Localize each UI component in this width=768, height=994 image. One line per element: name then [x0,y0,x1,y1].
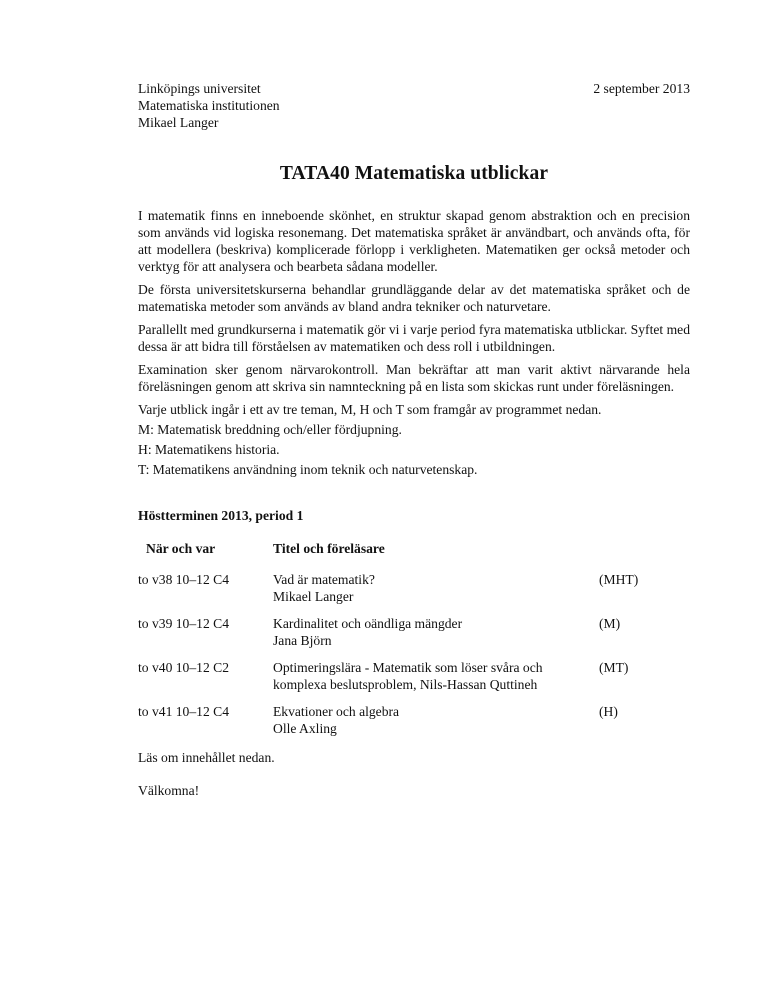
row-theme: (M) [599,616,621,631]
letterhead [138,80,690,131]
row-when: to v41 10–12 C4 [138,704,230,719]
document-title: TATA40 Matematiska utblickar [279,163,549,184]
row-title-cell [273,615,591,659]
department-name: Matematiska institutionen [138,98,280,113]
row-lecturer: Olle Axling [273,721,337,736]
schedule-table [138,536,690,747]
row-when: to v38 10–12 C4 [138,572,230,587]
schedule-header-row [138,536,690,571]
paragraph-intro: I matematik finns en inneboende skönhet, en struktur skapad genom abstraktion och en precision som används vid logiska resonemang. Det matematiska språket är användbart, och används ofta, för att modellera (beskriva) komplicerade förlopp i verkligheten. Matematiken ger också metoder och verktyg för att analysera och bearbeta sådana modeller. [138,208,690,274]
author-name: Mikael Langer [138,115,219,130]
paragraph-examination: Examination sker genom närvarokontroll. Man bekräftar att man varit aktivt närvarande hela föreläsningen genom att skriva sin namnteckning på en lista som skickas runt under föreläsningen. [138,362,690,394]
theme-t: T: Matematikens användning inom teknik och naturvetenskap. [138,462,478,477]
table-row [138,615,690,659]
welcome-text: Välkomna! [138,783,200,798]
table-row [138,703,690,747]
header-theme [591,536,690,571]
row-lecturer: Mikael Langer [273,589,354,604]
row-lecturer: Jana Björn [273,633,332,648]
read-more-text: Läs om innehållet nedan. [138,750,275,765]
row-title-cell [273,703,591,747]
row-when: to v39 10–12 C4 [138,616,230,631]
paragraph-themes: Varje utblick ingår i ett av tre teman, M, H och T som framgår av programmet nedan. [138,402,602,417]
row-theme: (H) [599,704,618,719]
row-title-cell [273,571,591,615]
row-title: Vad är matematik? [273,572,375,587]
theme-m: M: Matematisk breddning och/eller fördjupning. [138,422,402,437]
university-name: Linköpings universitet [138,81,261,96]
section-heading: Höstterminen 2013, period 1 [138,508,304,523]
table-row [138,571,690,615]
footer [138,749,275,815]
row-theme: (MT) [599,660,629,675]
row-lecturer: komplexa beslutsproblem, Nils-Hassan Quttineh [273,677,538,692]
document-date: 2 september 2013 [593,81,690,96]
table-row [138,659,690,703]
header-title: Titel och föreläsare [273,541,385,556]
theme-h: H: Matematikens historia. [138,442,280,457]
paragraph-courses: De första universitetskurserna behandlar grundläggande delar av det matematiska språket och de matematiska metoder som används av bland andra tekniker och naturvetare. [138,282,690,314]
row-theme: (MHT) [599,572,639,587]
body-text [138,207,690,481]
row-title: Ekvationer och algebra [273,704,400,719]
row-title: Kardinalitet och oändliga mängder [273,616,463,631]
row-title-cell [273,659,591,703]
row-when: to v40 10–12 C2 [138,660,230,675]
paragraph-outlooks: Parallellt med grundkurserna i matematik gör vi i varje period fyra matematiska utblickar. Syftet med dessa är att bidra till förståelsen av matematiken och dess roll i utbildningen. [138,322,690,354]
header-when: När och var [146,541,216,556]
row-title: Optimeringslära - Matematik som löser svåra och [273,660,543,675]
